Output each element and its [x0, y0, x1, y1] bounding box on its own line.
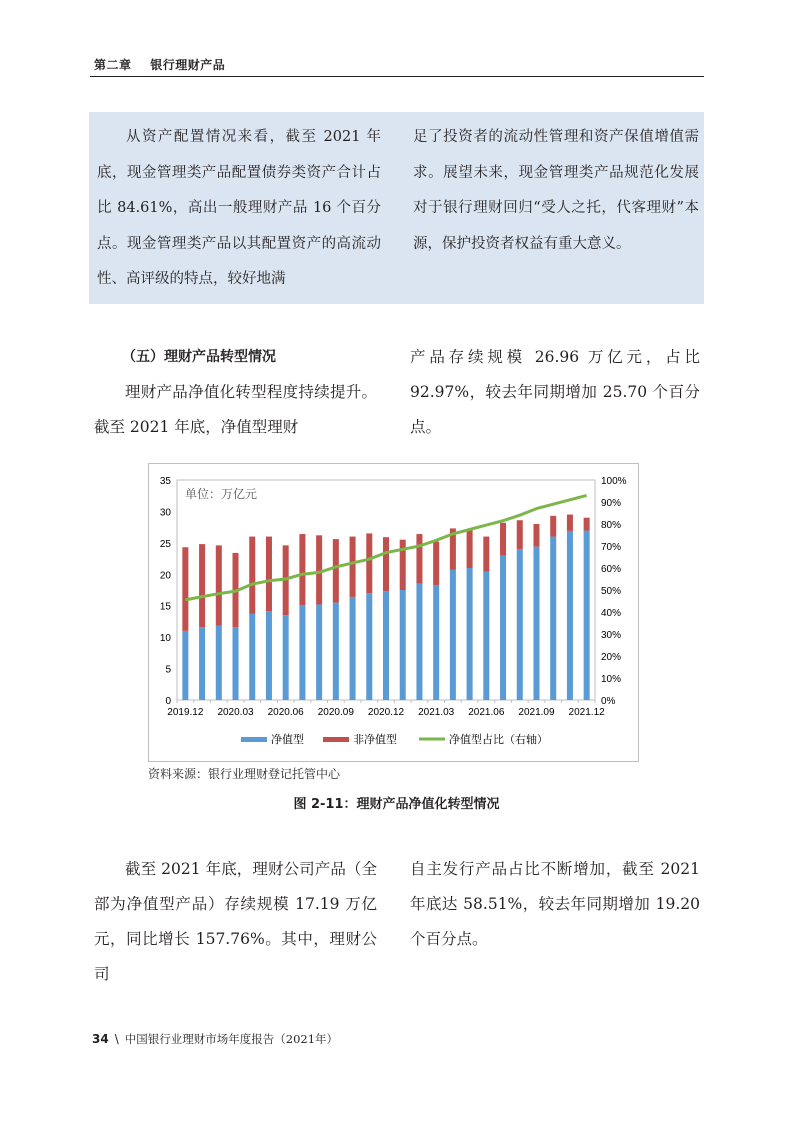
box-paragraph-left: 从资产配置情况来看，截至 2021 年底，现金管理类产品配置债券类资产合计占比 84.61%，高出一般理财产品 16 个百分点。现金管理类产品以其配置资产的高流动性、高评级的特点，较好地满: [97, 129, 381, 287]
y-left-tick-label: 25: [159, 538, 171, 550]
y-left-tick-label: 30: [159, 507, 171, 519]
header-rule: [90, 76, 704, 77]
y-right-tick-label: 60%: [601, 564, 622, 575]
y-right-tick-label: 10%: [601, 674, 622, 685]
y-right-tick-label: 80%: [601, 520, 622, 531]
section-heading: （五）理财产品转型情况: [122, 349, 276, 365]
legend-swatch-net-value: [241, 737, 267, 742]
y-right-tick-label: 0%: [601, 696, 616, 707]
bar-net-value: [283, 615, 289, 700]
y-right-tick-label: 40%: [601, 608, 622, 619]
bar-non-net-value: [316, 535, 322, 604]
bar-non-net-value: [483, 537, 489, 572]
bar-net-value: [450, 570, 456, 700]
section-paragraph-right: 产品存续规模 26.96 万亿元，占比 92.97%，较去年同期增加 25.70 个百分点。: [410, 348, 700, 436]
bar-non-net-value: [383, 537, 389, 591]
x-tick-label: 2021.12: [568, 707, 605, 718]
bar-net-value: [483, 572, 489, 700]
bar-non-net-value: [249, 537, 255, 614]
bar-net-value: [366, 593, 372, 700]
bar-net-value: [266, 611, 272, 700]
bar-non-net-value: [299, 534, 305, 605]
bar-non-net-value: [199, 544, 205, 627]
x-tick-label: 2021.06: [468, 707, 505, 718]
y-right-tick-label: 70%: [601, 542, 622, 553]
bar-net-value: [400, 590, 406, 700]
bar-non-net-value: [216, 545, 222, 625]
page-footer: [92, 1031, 338, 1047]
bar-non-net-value: [400, 540, 406, 590]
y-left-tick-label: 15: [159, 601, 171, 613]
x-tick-label: 2021.03: [418, 707, 455, 718]
x-tick-label: 2020.06: [267, 707, 304, 718]
y-right-tick-label: 30%: [601, 630, 622, 641]
bar-net-value: [584, 531, 590, 700]
y-left-tick-label: 35: [159, 476, 171, 487]
x-tick-label: 2021.09: [518, 707, 555, 718]
bar-non-net-value: [567, 515, 573, 531]
bar-non-net-value: [533, 524, 539, 547]
x-tick-label: 2020.03: [217, 707, 254, 718]
highlight-box: [89, 112, 704, 304]
y-right-tick-label: 50%: [601, 586, 622, 597]
bar-non-net-value: [500, 523, 506, 556]
bar-net-value: [316, 604, 322, 700]
bar-net-value: [550, 537, 556, 700]
footer-separator: \: [114, 1032, 119, 1046]
bar-non-net-value: [350, 537, 356, 597]
bar-net-value: [299, 605, 305, 700]
x-tick-label: 2019.12: [167, 707, 204, 718]
bar-non-net-value: [517, 520, 523, 549]
bar-non-net-value: [550, 516, 556, 537]
legend-label-ratio: 净值型占比（右轴）: [449, 734, 548, 746]
section2-paragraph-right: 自主发行产品占比不断增加，截至 2021 年底达 58.51%，较去年同期增加 19.20 个百分点。: [410, 860, 700, 948]
bar-net-value: [383, 591, 389, 700]
bar-net-value: [216, 626, 222, 700]
x-tick-label: 2020.09: [317, 707, 354, 718]
bar-non-net-value: [366, 533, 372, 593]
bar-net-value: [199, 627, 205, 700]
figure-source: 资料来源：银行业理财登记托管中心: [148, 767, 341, 781]
figure-caption: 图 2-11：理财产品净值化转型情况: [293, 797, 500, 812]
bar-non-net-value: [584, 518, 590, 531]
bar-net-value: [249, 614, 255, 700]
box-paragraph-right: 足了投资者的流动性管理和资产保值增值需求。展望未来，现金管理类产品规范化发展对于银行理财回归“受人之托，代客理财”本源，保护投资者权益有重大意义。: [413, 129, 699, 252]
legend-label-non-net-value: 非净值型: [353, 734, 397, 746]
bar-non-net-value: [433, 542, 439, 585]
page-number: 34: [92, 1032, 109, 1046]
bar-net-value: [233, 627, 239, 700]
bar-non-net-value: [333, 539, 339, 602]
bar-non-net-value: [467, 529, 473, 568]
bar-net-value: [333, 603, 339, 700]
bar-net-value: [416, 584, 422, 700]
bar-net-value: [533, 547, 539, 700]
bar-net-value: [500, 555, 506, 700]
y-right-tick-label: 20%: [601, 652, 622, 663]
unit-label: 单位：万亿元: [185, 487, 258, 501]
bar-net-value: [467, 568, 473, 700]
chapter-number: 第二章: [94, 58, 132, 72]
section-paragraph-left: 理财产品净值化转型程度持续提升。截至 2021 年底，净值型理财: [94, 383, 377, 436]
chart-frame: [148, 463, 639, 762]
bar-net-value: [567, 531, 573, 700]
legend-swatch-non-net-value: [323, 737, 349, 742]
section-left-column: [94, 340, 377, 445]
chapter-title: 银行理财产品: [150, 58, 226, 72]
bar-non-net-value: [266, 537, 272, 612]
bar-non-net-value: [416, 534, 422, 584]
bar-net-value: [182, 631, 188, 700]
running-header: [94, 56, 225, 73]
bar-net-value: [350, 597, 356, 700]
section2-paragraph-left: 截至 2021 年底，理财公司产品（全部为净值型产品）存续规模 17.19 万亿元，同比增长 157.76%。其中，理财公司: [94, 860, 377, 983]
legend-label-net-value: 净值型: [271, 734, 304, 746]
y-left-tick-label: 20: [159, 570, 171, 582]
report-title: 中国银行业理财市场年度报告（2021年）: [124, 1032, 339, 1046]
y-left-tick-label: 5: [165, 664, 171, 676]
bar-net-value: [433, 585, 439, 700]
chart-svg: [149, 464, 638, 761]
y-left-tick-label: 10: [159, 633, 171, 645]
y-right-tick-label: 90%: [601, 498, 622, 509]
bar-non-net-value: [182, 547, 188, 631]
y-right-tick-label: 100%: [601, 476, 627, 487]
bar-net-value: [517, 549, 523, 700]
y-left-tick-label: 0: [165, 696, 171, 707]
x-tick-label: 2020.12: [367, 707, 405, 718]
